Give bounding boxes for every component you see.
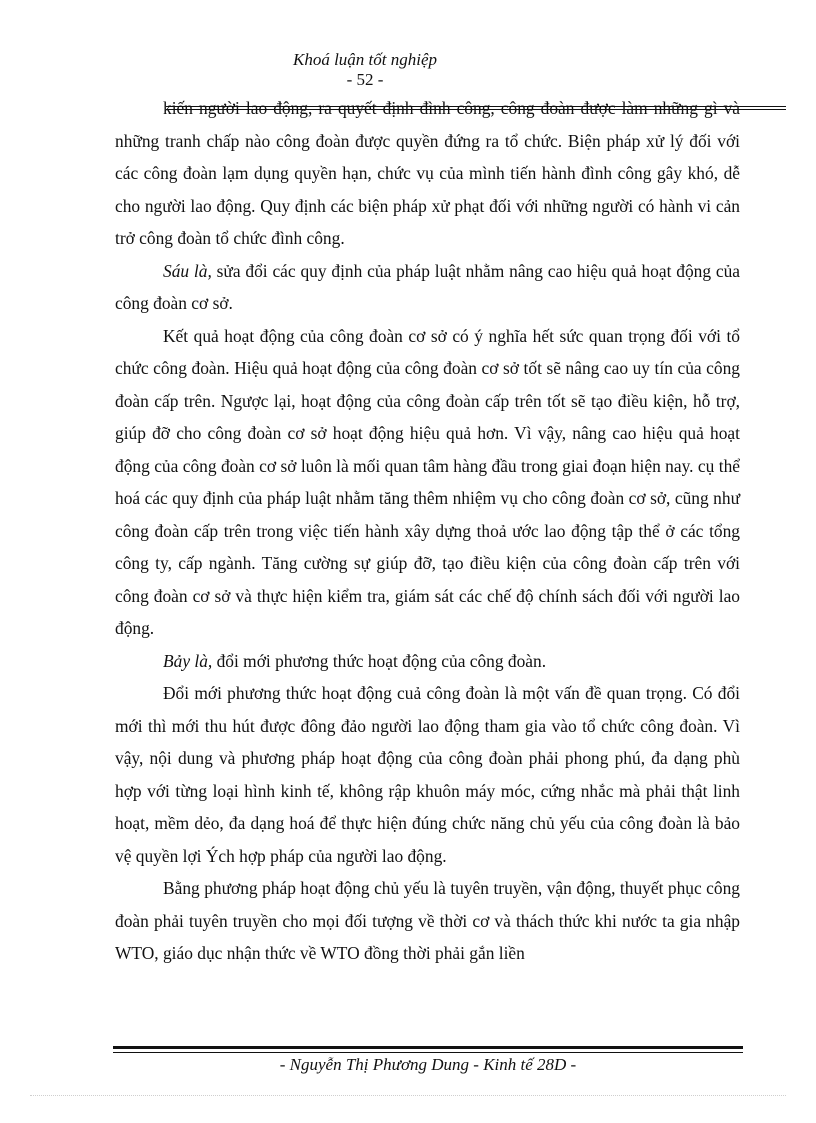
- paragraph-2-lead: Sáu là,: [163, 260, 212, 281]
- paragraph-4: [115, 645, 740, 678]
- paragraph-1-text: kiến người lao động, ra quyết định đình công, công đoàn được làm những gì và những tranh chấp nào công đoàn được quyền đứng ra tổ chức. Biện pháp xử lý đối với các công đoàn lạm dụng quyền hạn, chức vụ của mình tiến hành đình công gây khó, dễ cho người lao động. Quy định các biện pháp xử phạt đối với những người có hành vi cản trở công đoàn tổ chức đình công.: [115, 98, 740, 248]
- paragraph-1: [115, 88, 740, 255]
- footer-text: - Nguyễn Thị Phương Dung - Kinh tế 28D -: [279, 1055, 577, 1074]
- page-number: - 52 -: [346, 70, 384, 89]
- page-edge-divider: [30, 1095, 786, 1096]
- footer-rule: [113, 1046, 743, 1053]
- paragraph-2: [115, 255, 740, 320]
- paragraph-5-text: Đổi mới phương thức hoạt động cuả công đoàn là một vấn đề quan trọng. Có đổi mới thì mới thu hút được đông đảo người lao động tham gia vào tổ chức công đoàn. Vì vậy, nội dung và phương pháp hoạt động của công đoàn phải phong phú, đa dạng phù hợp với từng loại hình kinh tế, không rập khuôn máy móc, cứng nhắc mà phải thật linh hoạt, mềm dẻo, đa dạng hoá để thực hiện đúng chức năng chủ yếu của công đoàn là bảo vệ quyền lợi Ých hợp pháp của người lao động.: [115, 683, 740, 866]
- paragraph-6: [115, 872, 740, 970]
- header-title: Khoá luận tốt nghiệp: [292, 50, 438, 69]
- paragraph-6-text: Bằng phương pháp hoạt động chủ yếu là tuyên truyền, vận động, thuyết phục công đoàn phải tuyên truyền cho mọi đối tượng về thời cơ và thách thức khi nước ta gia nhập WTO, giáo dục nhận thức về WTO đồng thời phải gắn liền: [115, 878, 740, 963]
- paragraph-5: [115, 677, 740, 872]
- paragraph-3-text: Kết quả hoạt động của công đoàn cơ sở có ý nghĩa hết sức quan trọng đối với tổ chức công đoàn. Hiệu quả hoạt động của công đoàn cơ sở tốt sẽ nâng cao uy tín của công đoàn cấp trên. Ngược lại, hoạt động của công đoàn cấp trên tốt sẽ tạo điều kiện, hỗ trợ, giúp đỡ cho công đoàn cơ sở hoạt động hiệu quả hơn. Vì vậy, nâng cao hiệu quả hoạt động của công đoàn cơ sở luôn là mối quan tâm hàng đầu trong giai đoạn hiện nay. cụ thể hoá các quy định của pháp luật nhằm tăng thêm nhiệm vụ cho công đoàn cơ sở, cũng như công đoàn cấp trên trong việc tiến hành xây dựng thoả ước lao động tập thể ở các tổng công ty, cấp ngành. Tăng cường sự giúp đỡ, tạo điều kiện của công đoàn cấp trên với công đoàn cơ sở và thực hiện kiểm tra, giám sát các chế độ chính sách đối với người lao động.: [115, 325, 740, 638]
- paragraph-2-text: sửa đổi các quy định của pháp luật nhằm nâng cao hiệu quả hoạt động của công đoàn cơ sở.: [115, 260, 741, 313]
- paragraph-4-text: đổi mới phương thức hoạt động của công đoàn.: [212, 650, 547, 671]
- paragraph-3: [115, 320, 740, 645]
- paragraph-4-lead: Bảy là,: [163, 650, 213, 671]
- document-body: [115, 88, 740, 970]
